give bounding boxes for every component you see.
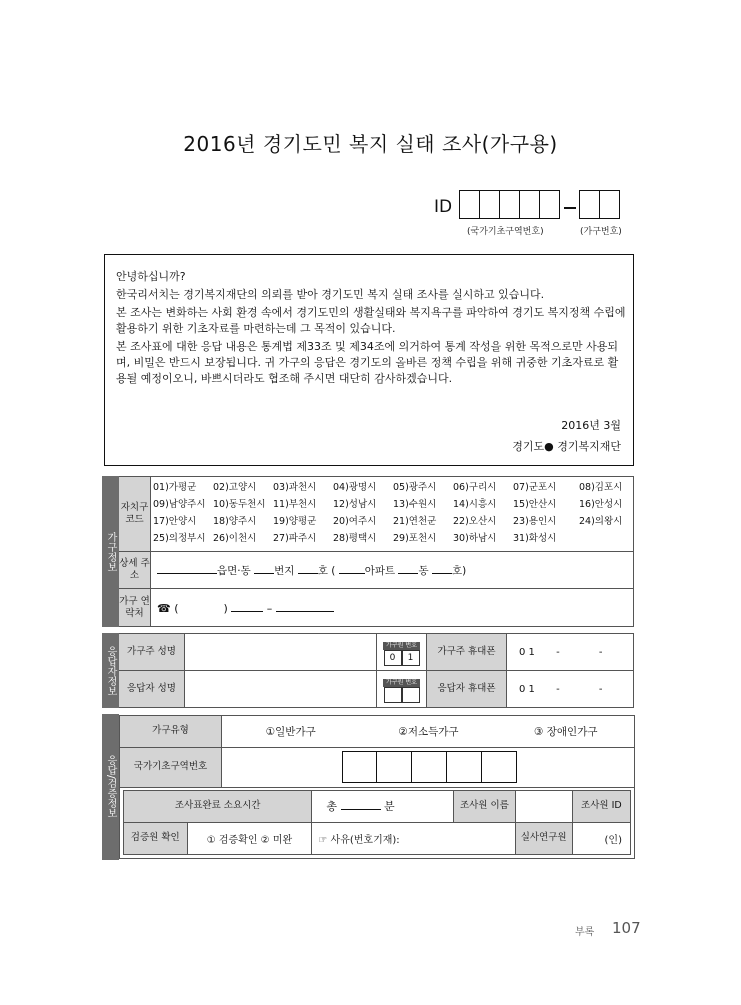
page-number: 107: [612, 919, 641, 937]
household-type-label: 가구유형: [120, 715, 222, 747]
head-phone-field[interactable]: [507, 634, 634, 671]
region-code-option[interactable]: 02)고양시: [213, 481, 257, 493]
region-code-option[interactable]: 24)의왕시: [579, 515, 623, 527]
household-type-option-1[interactable]: ①일반가구: [222, 715, 360, 747]
region-code-option[interactable]: 29)포천시: [393, 532, 437, 544]
contact-label: 가구 연락처: [119, 589, 151, 627]
respondent-number-cell[interactable]: [377, 671, 427, 708]
region-code-option[interactable]: 05)광주시: [393, 481, 437, 493]
household-info-side-label: 가구정보: [103, 477, 119, 627]
intro-paragraph-2: 본 조사는 변화하는 사회 환경 속에서 경기도민의 생활실태와 복지욕구를 파악하여 경기도 복지정책 수립에 활용하기 위한 기초자료를 마련하는데 그 목적이 있습니다.: [116, 306, 626, 335]
intro-paragraph-1: 한국리서치는 경기복지재단의 의뢰를 받아 경기도민 복지 실태 조사를 실시하고 있습니다.: [116, 288, 545, 301]
region-code-option[interactable]: 03)과천시: [273, 481, 317, 493]
interviewer-name-label: 조사원 이름: [454, 790, 515, 822]
region-code-option[interactable]: 27)파주시: [273, 532, 317, 544]
completion-time-label: 조사표완료 소요시간: [124, 790, 312, 822]
completion-minutes-label: 분: [384, 800, 395, 813]
head-number-header: 가구원 번호: [383, 642, 420, 650]
respondent-name-field[interactable]: [185, 671, 377, 708]
address-blank[interactable]: [339, 563, 365, 574]
intro-box: [104, 254, 634, 466]
address-blank[interactable]: [398, 563, 418, 574]
id-dash: [564, 207, 576, 209]
district-number-field[interactable]: [222, 747, 635, 787]
interviewer-name-field[interactable]: [515, 790, 572, 822]
respondent-number-digit-2[interactable]: [402, 687, 420, 703]
respondent-number-digit-1[interactable]: [384, 687, 402, 703]
region-code-option[interactable]: 07)군포시: [513, 481, 557, 493]
region-code-option[interactable]: 12)성남시: [333, 498, 377, 510]
intro-greeting: 안녕하십니까?: [116, 270, 186, 283]
head-number-digit-1[interactable]: 0: [384, 650, 402, 666]
survey-upper-table: [119, 715, 635, 788]
head-phone-dash-2: -: [598, 646, 603, 658]
head-phone-prefix: 0 1: [519, 646, 535, 658]
region-code-option[interactable]: 04)광명시: [333, 481, 377, 493]
region-code-option[interactable]: 11)부천시: [273, 498, 317, 510]
contact-dash: –: [266, 601, 273, 615]
region-code-option[interactable]: 31)화성시: [513, 532, 557, 544]
phone-blank[interactable]: [276, 601, 334, 612]
respondent-info-table: [102, 633, 634, 708]
region-code-option[interactable]: 18)양주시: [213, 515, 257, 527]
household-type-option-3[interactable]: ③ 장애인가구: [498, 715, 635, 747]
household-info-table: [102, 476, 634, 627]
id-box[interactable]: [479, 190, 500, 219]
interviewer-id-label: 조사원 ID: [572, 790, 630, 822]
district-digit-box[interactable]: [342, 751, 377, 783]
id-box[interactable]: [599, 190, 620, 219]
head-phone-label: 가구주 휴대폰: [427, 634, 507, 671]
region-code-label: 자치구 코드: [119, 477, 151, 552]
researcher-label: 실사연구원: [515, 822, 572, 854]
region-code-option[interactable]: 23)용인시: [513, 515, 557, 527]
respondent-phone-prefix: 0 1: [519, 683, 535, 695]
district-digit-box[interactable]: [482, 751, 517, 783]
verify-reason-field[interactable]: ☞ 사유(번호기재):: [312, 822, 515, 854]
address-blank[interactable]: [432, 563, 452, 574]
intro-org: 경기도● 경기복지재단: [512, 440, 621, 453]
district-digit-box[interactable]: [377, 751, 412, 783]
region-code-option[interactable]: 08)김포시: [579, 481, 623, 493]
address-blank[interactable]: [254, 563, 274, 574]
region-code-option[interactable]: 25)의정부시: [153, 532, 206, 544]
footer-section: 부록: [575, 927, 595, 938]
region-code-row: [151, 477, 631, 494]
household-type-option-2[interactable]: ②저소득가구: [360, 715, 498, 747]
completion-time-field[interactable]: [312, 790, 454, 822]
intro-paragraph-3: 본 조사표에 대한 응답 내용은 통계법 제33조 및 제34조에 의거하여 통계 작성을 위한 목적으로만 사용되며, 비밀은 반드시 보장됩니다. 귀 가구의 응답은 경기도의 올바른 정책 수립을 위해 귀중한 기초자료로 활용될 예정이오니, 바쁘시더라도 협조해 주시면 대단히 감사하겠습니다.: [116, 340, 619, 385]
region-code-option[interactable]: 09)남양주시: [153, 498, 206, 510]
verifier-label: 검증원 확인: [124, 822, 188, 854]
region-code-cell: [151, 477, 634, 552]
region-code-option[interactable]: 13)수원시: [393, 498, 437, 510]
completion-total-label: 총: [326, 800, 338, 813]
district-digit-box[interactable]: [447, 751, 482, 783]
district-digit-box[interactable]: [412, 751, 447, 783]
region-code-option[interactable]: 14)시흥시: [453, 498, 497, 510]
region-code-row: [151, 511, 631, 528]
head-phone-dash-1: -: [556, 646, 560, 658]
address-eup: 읍면·동: [217, 564, 251, 577]
respondent-phone-label: 응답자 휴대폰: [427, 671, 507, 708]
head-name-field[interactable]: [185, 634, 377, 671]
region-code-option[interactable]: 16)안성시: [579, 498, 623, 510]
id-label: ID: [434, 197, 453, 217]
address-field[interactable]: [151, 552, 634, 589]
id-caption-district: (국가기초구역번호): [467, 227, 544, 237]
survey-info-table: [102, 714, 634, 860]
region-code-row: [151, 528, 631, 545]
region-code-option[interactable]: 19)양평군: [273, 515, 317, 527]
address-ho: 호 (: [317, 564, 336, 577]
region-code-option[interactable]: 01)가평군: [153, 481, 197, 493]
address-label: 상세 주소: [119, 552, 151, 589]
respondent-phone-dash-2: -: [598, 683, 603, 695]
address-apt: 아파트: [364, 564, 396, 577]
region-code-option[interactable]: 26)이천시: [213, 532, 257, 544]
verify-options[interactable]: ① 검증확인 ② 미완: [187, 822, 312, 854]
survey-lower-frame: [119, 788, 635, 859]
page-title: 2016년 경기도민 복지 실태 조사(가구용): [183, 132, 558, 156]
region-code-option[interactable]: 20)여주시: [333, 515, 377, 527]
address-bunji: 번지: [274, 564, 295, 577]
intro-date: 2016년 3월: [561, 419, 621, 432]
respondent-info-side-label: 응답자정보: [103, 634, 119, 708]
address-blank[interactable]: [157, 563, 217, 574]
address-dong: 동: [418, 564, 429, 577]
head-name-label: 가구주 성명: [119, 634, 185, 671]
phone-blank[interactable]: [231, 601, 263, 612]
contact-close-paren: ): [223, 601, 228, 615]
id-caption-household: (가구번호): [580, 227, 622, 237]
region-code-option[interactable]: 10)동두천시: [213, 498, 266, 510]
completion-minutes-blank[interactable]: [341, 799, 381, 810]
district-number-label: 국가기초구역번호: [120, 747, 222, 787]
region-code-option[interactable]: 06)구리시: [453, 481, 497, 493]
address-ho2: 호): [451, 564, 467, 577]
respondent-number-header: 가구원 번호: [383, 679, 420, 687]
region-code-option[interactable]: 28)평택시: [333, 532, 377, 544]
id-box[interactable]: [579, 190, 600, 219]
head-number-cell[interactable]: [377, 634, 427, 671]
region-code-option[interactable]: 21)연천군: [393, 515, 437, 527]
phone-icon: ☎ (: [157, 601, 179, 615]
region-code-option[interactable]: 22)오산시: [453, 515, 497, 527]
region-code-option[interactable]: [577, 528, 631, 545]
id-box[interactable]: [519, 190, 540, 219]
head-number-digit-2[interactable]: 1: [402, 650, 420, 666]
id-box[interactable]: [499, 190, 520, 219]
id-box[interactable]: [459, 190, 480, 219]
region-code-option[interactable]: 30)하남시: [453, 532, 497, 544]
survey-lower-table: [123, 790, 631, 855]
region-code-grid: [151, 477, 631, 545]
id-box[interactable]: [539, 190, 560, 219]
region-code-option[interactable]: 17)안양시: [153, 515, 197, 527]
survey-info-side-label: 응답/검증정보: [103, 715, 119, 860]
region-code-option[interactable]: 15)안산시: [513, 498, 557, 510]
contact-field[interactable]: [151, 589, 634, 627]
address-blank[interactable]: [298, 563, 318, 574]
respondent-name-label: 응답자 성명: [119, 671, 185, 708]
respondent-phone-dash-1: -: [556, 683, 560, 695]
respondent-phone-field[interactable]: [507, 671, 634, 708]
researcher-seal[interactable]: (인): [572, 822, 630, 854]
region-code-row: [151, 494, 631, 511]
